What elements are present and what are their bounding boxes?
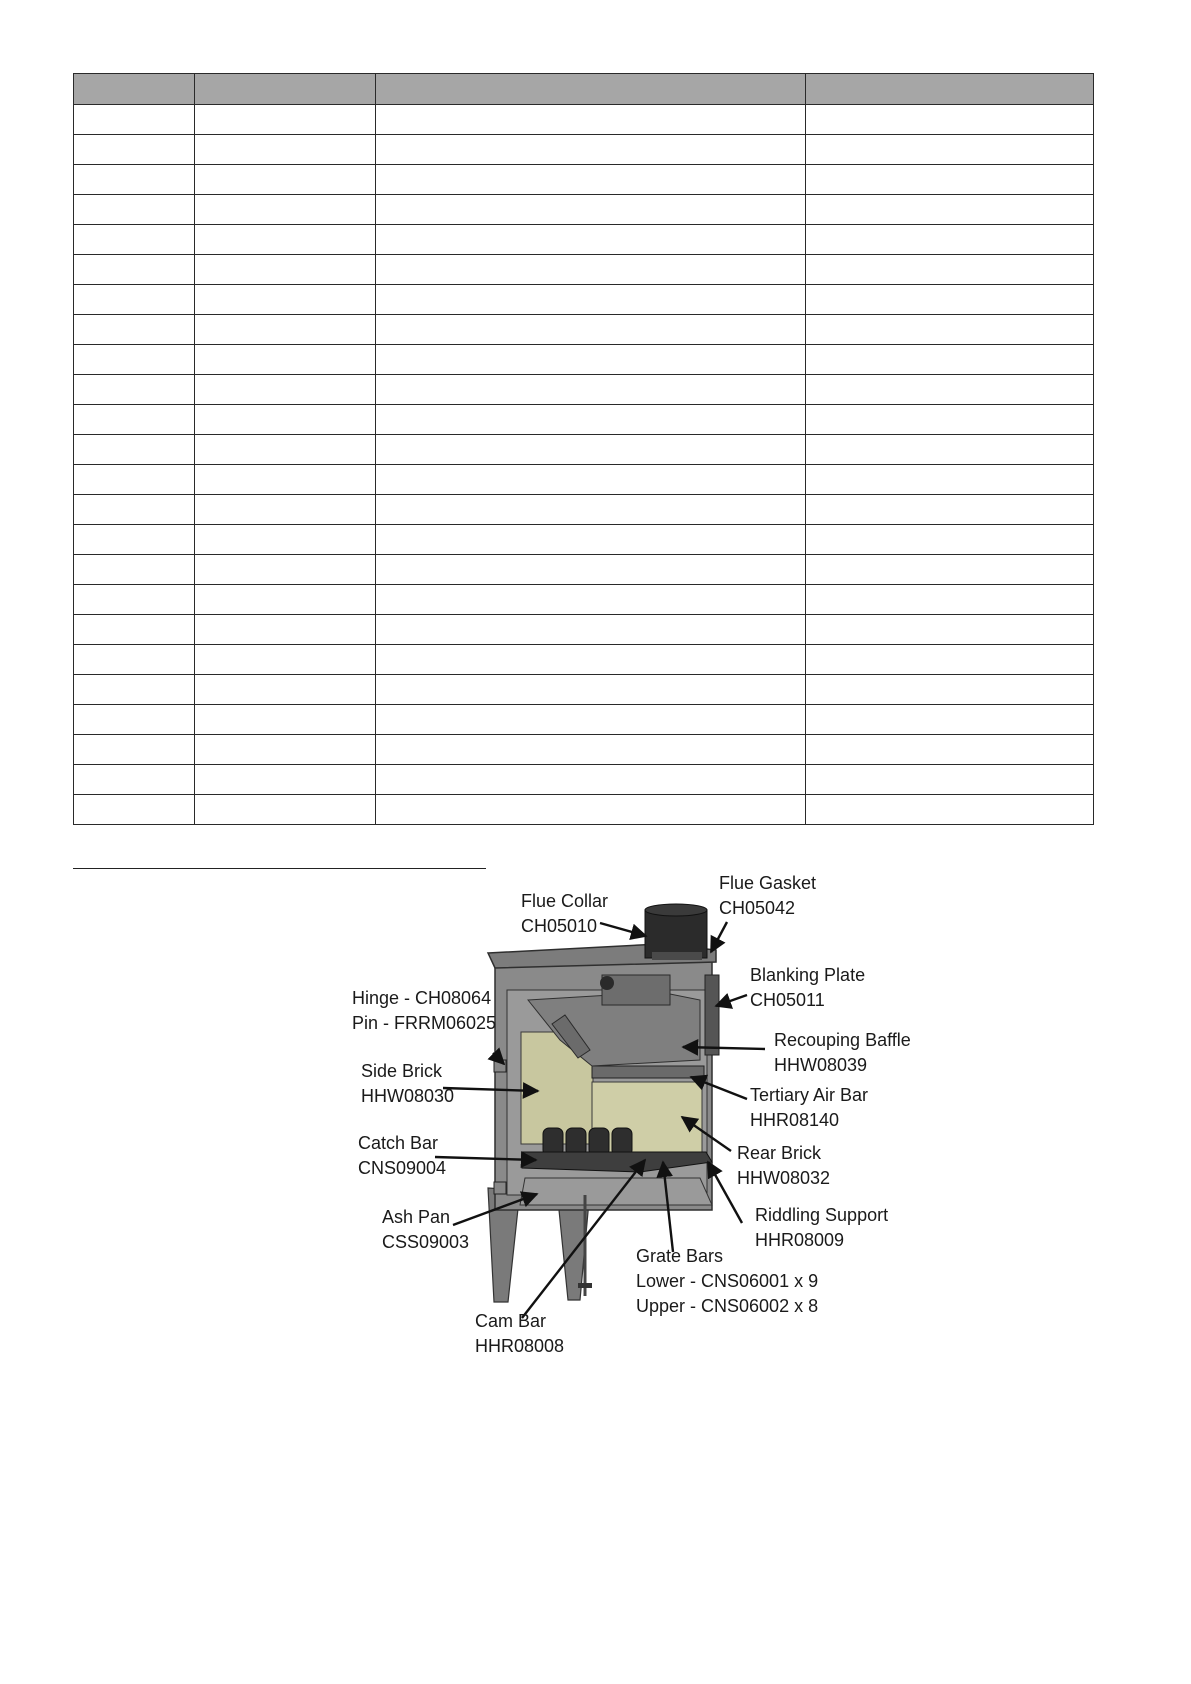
label-line: CH05010: [521, 916, 598, 936]
label-line: Blanking Plate: [750, 965, 866, 985]
label-line: Upper - CNS06002 x 8: [636, 1296, 819, 1316]
label-line: HHW08030: [361, 1086, 455, 1106]
label-rear-brick: [737, 1143, 830, 1188]
label-line: Riddling Support: [755, 1205, 889, 1225]
label-line: Cam Bar: [475, 1311, 547, 1331]
label-grate-bars: [636, 1246, 818, 1316]
label-line: Flue Collar: [521, 891, 609, 911]
label-line: Side Brick: [361, 1061, 443, 1081]
label-blanking-plate: [750, 965, 865, 1010]
label-line: Lower - CNS06001 x 9: [636, 1271, 819, 1291]
label-line: CNS09004: [358, 1158, 447, 1178]
label-catch-bar: [358, 1133, 446, 1178]
label-riddling-support: [755, 1205, 888, 1250]
label-ash-pan: [382, 1207, 469, 1252]
label-line: CSS09003: [382, 1232, 470, 1252]
label-side-brick: [361, 1061, 454, 1106]
label-line: CH05011: [750, 990, 825, 1010]
label-line: Hinge - CH08064: [352, 988, 492, 1008]
label-flue-gasket: [719, 873, 816, 918]
label-line: HHW08039: [774, 1055, 868, 1075]
label-line: HHR08009: [755, 1230, 845, 1250]
label-line: HHR08140: [750, 1110, 840, 1130]
label-recouping-baffle: [774, 1030, 911, 1075]
label-line: Catch Bar: [358, 1133, 439, 1153]
stove-illustration: [488, 904, 719, 1302]
label-tertiary-air-bar: [750, 1085, 868, 1130]
label-line: Rear Brick: [737, 1143, 822, 1163]
label-line: Recouping Baffle: [774, 1030, 911, 1050]
label-cam-bar: [475, 1311, 564, 1356]
label-line: Grate Bars: [636, 1246, 724, 1266]
label-flue-collar: [521, 891, 608, 936]
label-line: HHW08032: [737, 1168, 831, 1188]
label-line: Tertiary Air Bar: [750, 1085, 869, 1105]
label-line: HHR08008: [475, 1336, 565, 1356]
label-line: CH05042: [719, 898, 796, 918]
label-line: Flue Gasket: [719, 873, 817, 893]
label-hinge-pin: [352, 988, 496, 1033]
label-line: Pin - FRRM06025: [352, 1013, 497, 1033]
label-line: Ash Pan: [382, 1207, 451, 1227]
